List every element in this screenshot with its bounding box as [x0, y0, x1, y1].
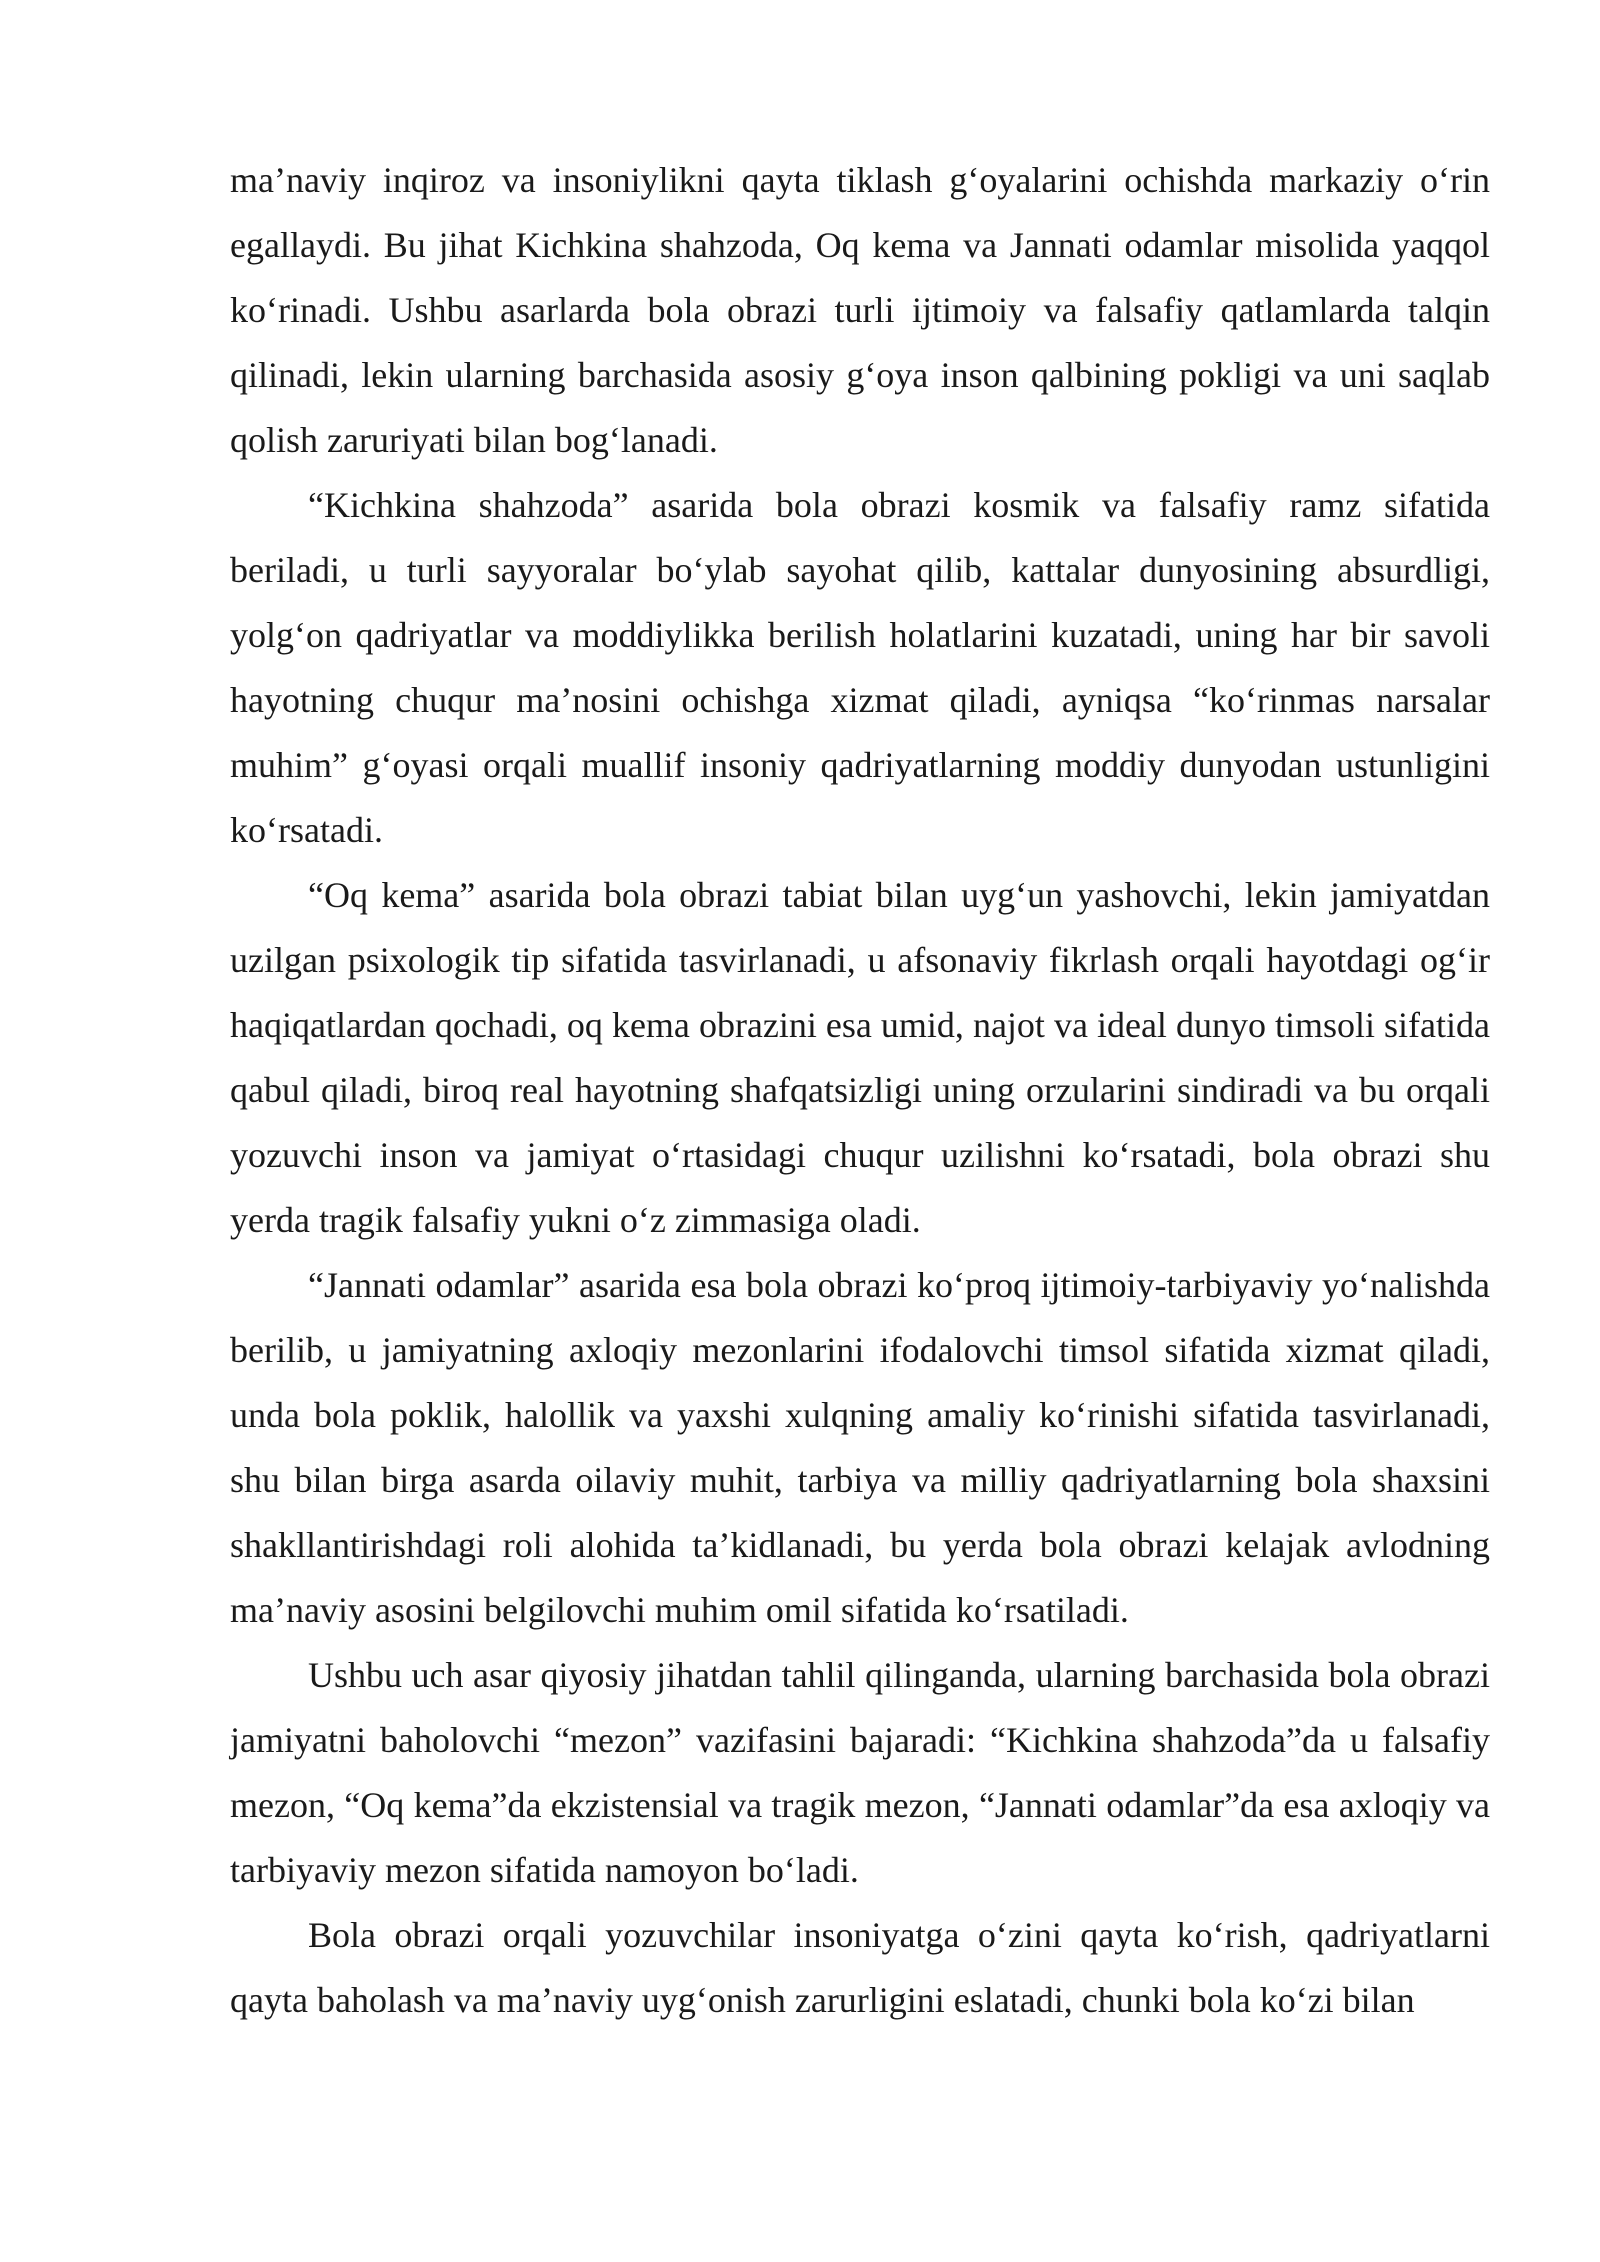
paragraph-comparison: Ushbu uch asar qiyosiy jihatdan tahlil qilinganda, ularning barchasida bola obrazi jamiyatni baholovchi “mezon” vazifasini bajaradi: “Kichkina shahzoda”da u falsafiy mezon, “Oq kema”da ekzistensial va tragik mezon, “Jannati odamlar”da esa axloqiy va tarbiyaviy mezon sifatida namoyon bo‘ladi. [230, 1655, 1490, 1890]
paragraph-continuation: ma’naviy inqiroz va insoniylikni qayta tiklash g‘oyalarini ochishda markaziy o‘rin egallaydi. Bu jihat Kichkina shahzoda, Oq kema va Jannati odamlar misolida yaqqol ko‘rinadi. Ushbu asarlarda bola obrazi turli ijtimoiy va falsafiy qatlamlarda talqin qilinadi, lekin ularning barchasida asosiy g‘oya inson qalbining pokligi va uni saqlab qolish zaruriyati bilan bog‘lanadi. [230, 160, 1490, 460]
paragraph-oq-kema: “Oq kema” asarida bola obrazi tabiat bilan uyg‘un yashovchi, lekin jamiyatdan uzilgan psixologik tip sifatida tasvirlanadi, u afsonaviy fikrlash orqali hayotdagi og‘ir haqiqatlardan qochadi, oq kema obrazini esa umid, najot va ideal dunyo timsoli sifatida qabul qiladi, biroq real hayotning shafqatsizligi uning orzularini sindiradi va bu orqali yozuvchi inson va jamiyat o‘rtasidagi chuqur uzilishni ko‘rsatadi, bola obrazi shu yerda tragik falsafiy yukni o‘z zimmasiga oladi. [230, 875, 1490, 1240]
paragraph-kichkina-shahzoda: “Kichkina shahzoda” asarida bola obrazi kosmik va falsafiy ramz sifatida beriladi, u turli sayyoralar bo‘ylab sayohat qilib, kattalar dunyosining absurdligi, yolg‘on qadriyatlar va moddiylikka berilish holatlarini kuzatadi, uning har bir savoli hayotning chuqur ma’nosini ochishga xizmat qiladi, ayniqsa “ko‘rinmas narsalar muhim” g‘oyasi orqali muallif insoniy qadriyatlarning moddiy dunyodan ustunligini ko‘rsatadi. [230, 485, 1490, 850]
paragraph-jannati-odamlar: “Jannati odamlar” asarida esa bola obrazi ko‘proq ijtimoiy-tarbiyaviy yo‘nalishda berilib, u jamiyatning axloqiy mezonlarini ifodalovchi timsol sifatida xizmat qiladi, unda bola poklik, halollik va yaxshi xulqning amaliy ko‘rinishi sifatida tasvirlanadi, shu bilan birga asarda oilaviy muhit, tarbiya va milliy qadriyatlarning bola shaxsini shakllantirishdagi roli alohida ta’kidlanadi, bu yerda bola obrazi kelajak avlodning ma’naviy asosini belgilovchi muhim omil sifatida ko‘rsatiladi. [230, 1265, 1490, 1630]
document-body [230, 148, 1490, 2033]
paragraph-conclusion: Bola obrazi orqali yozuvchilar insoniyatga o‘zini qayta ko‘rish, qadriyatlarni qayta baholash va ma’naviy uyg‘onish zarurligini eslatadi, chunki bola ko‘zi bilan [230, 1915, 1490, 2020]
